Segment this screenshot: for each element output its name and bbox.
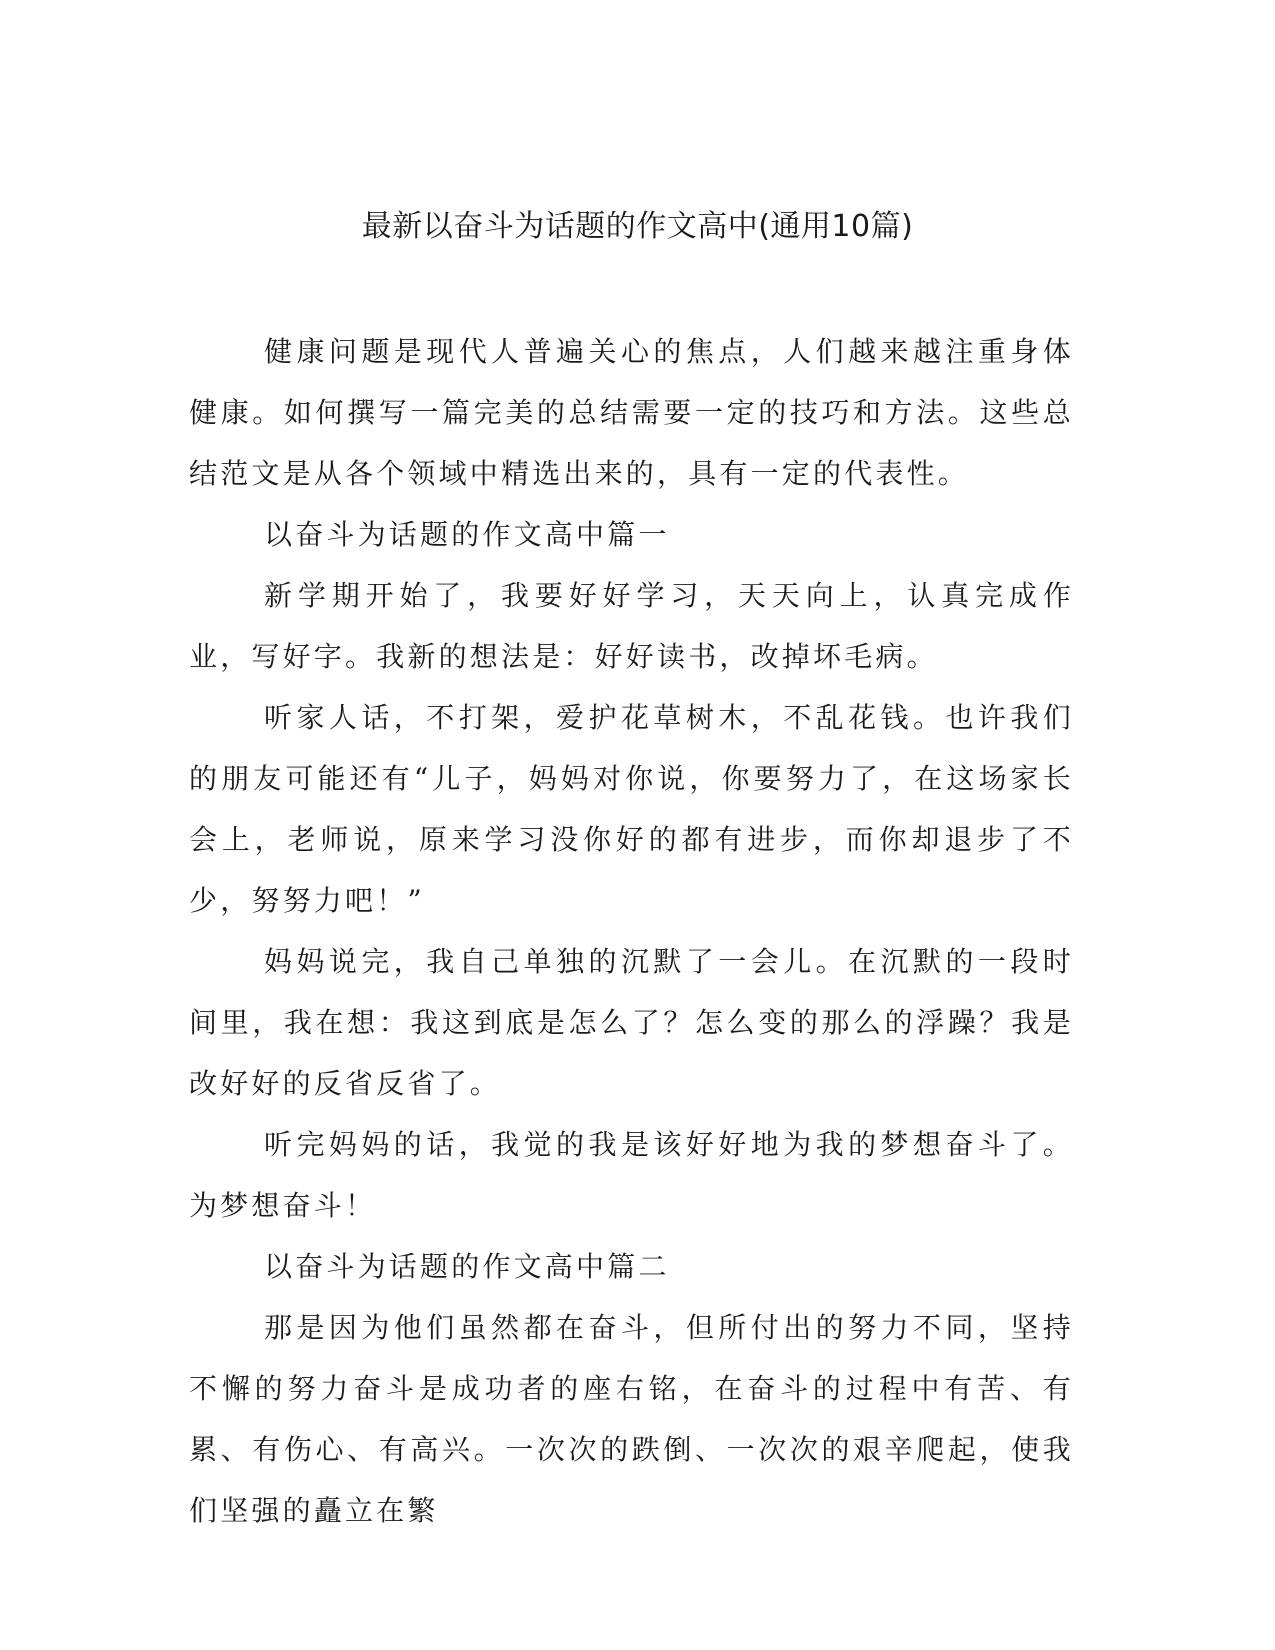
paragraph: 妈妈说完，我自己单独的沉默了一会儿。在沉默的一段时间里，我在想：我这到底是怎么了？怎么变的那么的浮躁？我是改好好的反省反省了。 [189, 945, 1074, 1100]
document-title: 最新以奋斗为话题的作文高中(通用10篇) [361, 209, 914, 244]
section-heading-2: 以奋斗为话题的作文高中篇二 [264, 1250, 670, 1283]
paragraph: 那是因为他们虽然都在奋斗，但所付出的努力不同，坚持不懈的努力奋斗是成功者的座右铭，在奋斗的过程中有苦、有累、有伤心、有高兴。一次次的跌倒、一次次的艰辛爬起，使我们坚强的矗立在繁 [189, 1311, 1074, 1527]
paragraph: 听家人话，不打架，爱护花草树木，不乱花钱。也许我们的朋友可能还有“儿子，妈妈对你说，你要努力了，在这场家长会上，老师说，原来学习没你好的都有进步，而你却退步了不少，努努力吧！” [189, 701, 1074, 917]
paragraph: 新学期开始了，我要好好学习，天天向上，认真完成作业，写好字。我新的想法是：好好读书，改掉坏毛病。 [189, 579, 1074, 673]
paragraph: 听完妈妈的话，我觉的我是该好好地为我的梦想奋斗了。为梦想奋斗！ [189, 1128, 1074, 1222]
section-heading-1: 以奋斗为话题的作文高中篇一 [264, 518, 670, 551]
document-body [189, 321, 1074, 1541]
paragraph-intro: 健康问题是现代人普遍关心的焦点，人们越来越注重身体健康。如何撰写一篇完美的总结需要一定的技巧和方法。这些总结范文是从各个领域中精选出来的，具有一定的代表性。 [189, 335, 1074, 490]
